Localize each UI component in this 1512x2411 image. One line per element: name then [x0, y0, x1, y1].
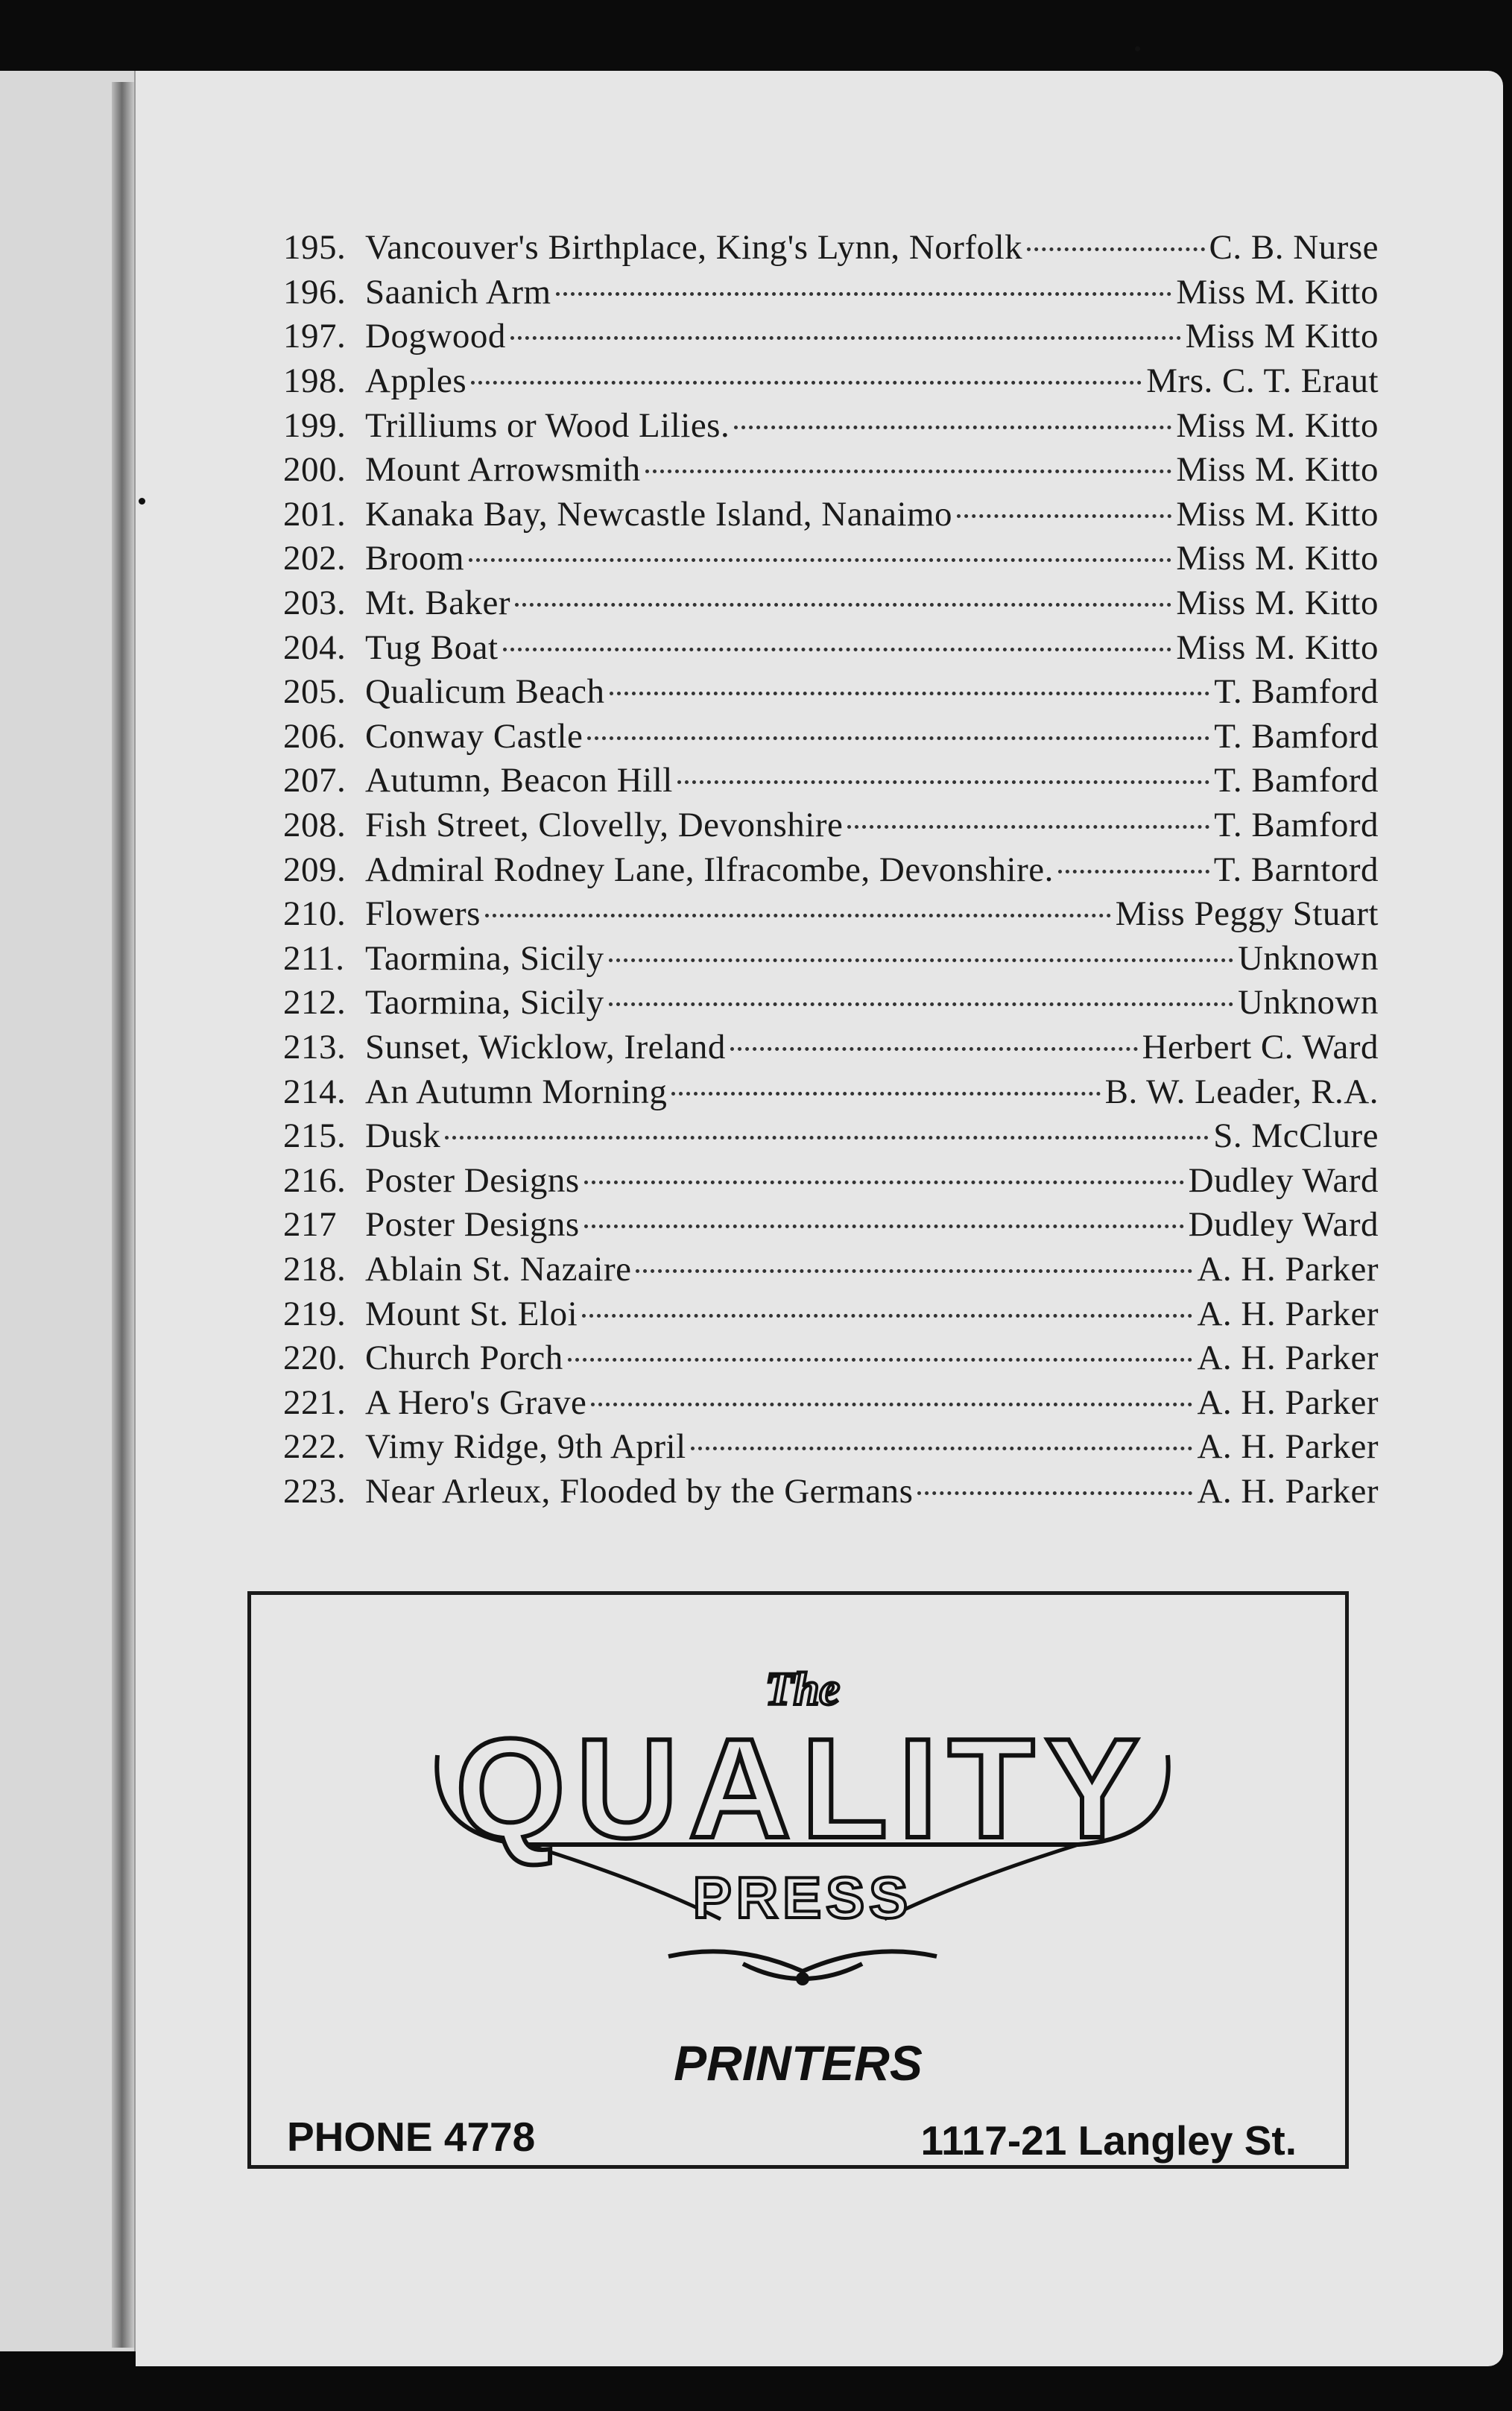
dot-leader [610, 660, 1210, 695]
entry-number: 211. [283, 938, 345, 978]
exhibit-catalog-list [283, 224, 1379, 1511]
dot-leader [587, 705, 1209, 740]
entry-title: Dusk [365, 1116, 441, 1156]
entry-number: 218. [283, 1249, 347, 1289]
logo-press-text: PRESS [692, 1865, 913, 1930]
logo-ornament-dot [796, 1972, 809, 1985]
street-address: 1117-21 Langley St. [920, 2117, 1297, 2164]
dot-leader [445, 1105, 1209, 1140]
entry-title: Dogwood [365, 317, 506, 356]
printers-label: PRINTERS [674, 2035, 923, 2091]
entry-number: 207. [283, 761, 347, 800]
dot-leader [609, 971, 1234, 1006]
entry-artist: Dudley Ward [1188, 1160, 1379, 1200]
dot-leader [1027, 216, 1204, 251]
entry-title: Conway Castle [365, 716, 583, 756]
entry-artist: C. B. Nurse [1209, 228, 1379, 268]
entry-artist: Miss M. Kitto [1176, 584, 1379, 623]
entry-number: 219. [283, 1294, 347, 1333]
entry-title: Mount Arrowsmith [365, 450, 641, 490]
entry-title: Trilliums or Wood Lilies. [365, 405, 730, 445]
dot-leader [591, 1371, 1192, 1406]
entry-artist: Miss M. Kitto [1176, 628, 1379, 667]
entry-title: Apples [365, 361, 467, 401]
dot-leader [568, 1327, 1193, 1362]
logo-quality-text: QUALITY [455, 1710, 1150, 1868]
dot-leader [503, 616, 1172, 651]
entry-title: An Autumn Morning [365, 1072, 668, 1111]
entry-title: Autumn, Beacon Hill [365, 761, 673, 800]
entry-artist: T. Bamford [1214, 761, 1379, 800]
entry-artist: A. H. Parker [1197, 1249, 1379, 1289]
entry-title: A Hero's Grave [365, 1383, 587, 1422]
entry-title: Church Porch [365, 1339, 563, 1378]
entry-number: 214. [283, 1072, 347, 1111]
entry-number: 204. [283, 628, 347, 667]
print-speck [1135, 46, 1140, 51]
entry-number: 221. [283, 1383, 347, 1422]
entry-title: Qualicum Beach [365, 672, 605, 712]
entry-artist: S. McClure [1213, 1116, 1379, 1156]
entry-number: 201. [283, 494, 347, 534]
entry-title: Fish Street, Clovelly, Devonshire [365, 806, 844, 845]
entry-artist: A. H. Parker [1197, 1427, 1379, 1467]
entry-title: Saanich Arm [365, 272, 551, 312]
entry-artist: T. Bamford [1214, 806, 1379, 845]
entry-artist: Miss M Kitto [1185, 317, 1379, 356]
entry-title: Taormina, Sicily [365, 983, 604, 1023]
entry-title: Broom [365, 539, 465, 578]
entry-number: 210. [283, 894, 347, 934]
dot-leader [671, 1060, 1100, 1095]
entry-number: 200. [283, 450, 347, 490]
entry-artist: A. H. Parker [1197, 1294, 1379, 1333]
quality-press-advertisement [247, 1591, 1349, 2169]
entry-number: 217 [283, 1205, 337, 1245]
entry-artist: Miss Peggy Stuart [1115, 894, 1379, 934]
entry-number: 203. [283, 584, 347, 623]
entry-title: Taormina, Sicily [365, 938, 604, 978]
entry-title: Sunset, Wicklow, Ireland [365, 1027, 726, 1067]
dot-leader [730, 1016, 1138, 1051]
entry-number: 205. [283, 672, 347, 712]
entry-artist: A. H. Parker [1197, 1471, 1379, 1511]
entry-title: Vancouver's Birthplace, King's Lynn, Norfolk [365, 228, 1023, 268]
entry-title: Poster Designs [365, 1160, 580, 1200]
dot-leader [584, 1193, 1184, 1228]
dot-leader [645, 438, 1172, 473]
book-gutter [112, 82, 134, 2348]
phone-number: PHONE 4778 [287, 2114, 536, 2160]
dot-leader [691, 1415, 1193, 1450]
entry-number: 222. [283, 1427, 347, 1467]
dot-leader [636, 1238, 1192, 1273]
entry-artist: A. H. Parker [1197, 1383, 1379, 1422]
entry-artist: Mrs. C. T. Eraut [1146, 361, 1379, 401]
entry-artist: A. H. Parker [1197, 1339, 1379, 1378]
entry-artist: Miss M. Kitto [1176, 539, 1379, 578]
entry-artist: Miss M. Kitto [1176, 494, 1379, 534]
entry-artist: T. Barntord [1213, 850, 1379, 889]
entry-title: Flowers [365, 894, 481, 934]
entry-artist: Miss M. Kitto [1176, 405, 1379, 445]
entry-artist: Dudley Ward [1188, 1205, 1379, 1245]
entry-number: 215. [283, 1116, 347, 1156]
catalog-entry [283, 756, 1379, 801]
entry-number: 196. [283, 272, 347, 312]
entry-number: 199. [283, 405, 347, 445]
entry-number: 195. [283, 228, 347, 268]
dot-leader [917, 1460, 1192, 1495]
entry-artist: T. Bamford [1214, 672, 1379, 712]
entry-number: 223. [283, 1471, 347, 1511]
dot-leader [584, 1148, 1184, 1184]
entry-title: Admiral Rodney Lane, Ilfracombe, Devonshire. [365, 850, 1054, 889]
entry-number: 216. [283, 1160, 347, 1200]
entry-number: 213. [283, 1027, 347, 1067]
dot-leader [957, 483, 1171, 518]
entry-artist: Miss M. Kitto [1176, 450, 1379, 490]
dot-leader [471, 350, 1142, 385]
dot-leader [609, 927, 1234, 962]
dot-leader [556, 261, 1172, 296]
dot-leader [1058, 838, 1209, 873]
entry-number: 197. [283, 317, 347, 356]
dot-leader [582, 1282, 1192, 1317]
entry-number: 198. [283, 361, 347, 401]
dot-leader [515, 572, 1171, 607]
entry-artist: T. Bamford [1214, 716, 1379, 756]
entry-artist: Unknown [1238, 938, 1379, 978]
entry-title: Near Arleux, Flooded by the Germans [365, 1471, 914, 1511]
entry-title: Mt. Baker [365, 584, 511, 623]
logo-the-text: The [765, 1664, 840, 1715]
dot-leader [847, 794, 1209, 829]
entry-number: 202. [283, 539, 347, 578]
catalog-entry [283, 1467, 1379, 1512]
entry-title: Vimy Ridge, 9th April [365, 1427, 686, 1467]
entry-number: 212. [283, 983, 347, 1023]
dot-leader [734, 394, 1171, 429]
dot-leader [469, 527, 1171, 562]
entry-artist: B. W. Leader, R.A. [1104, 1072, 1379, 1111]
catalog-entry [283, 446, 1379, 490]
entry-title: Poster Designs [365, 1205, 580, 1245]
entry-artist: Unknown [1238, 983, 1379, 1023]
entry-artist: Miss M. Kitto [1176, 272, 1379, 312]
dot-leader [510, 305, 1181, 340]
quality-press-logo [423, 1658, 1183, 2001]
entry-number: 206. [283, 716, 347, 756]
entry-number: 220. [283, 1339, 347, 1378]
entry-number: 209. [283, 850, 347, 889]
entry-title: Mount St. Eloi [365, 1294, 578, 1333]
dot-leader [677, 749, 1209, 784]
entry-title: Ablain St. Nazaire [365, 1249, 632, 1289]
entry-title: Tug Boat [365, 628, 499, 667]
entry-number: 208. [283, 806, 347, 845]
entry-artist: Herbert C. Ward [1142, 1027, 1379, 1067]
dot-leader [485, 882, 1111, 917]
entry-title: Kanaka Bay, Newcastle Island, Nanaimo [365, 494, 953, 534]
catalog-entry [283, 1423, 1379, 1467]
print-speck [139, 498, 145, 505]
catalog-entry [283, 801, 1379, 846]
